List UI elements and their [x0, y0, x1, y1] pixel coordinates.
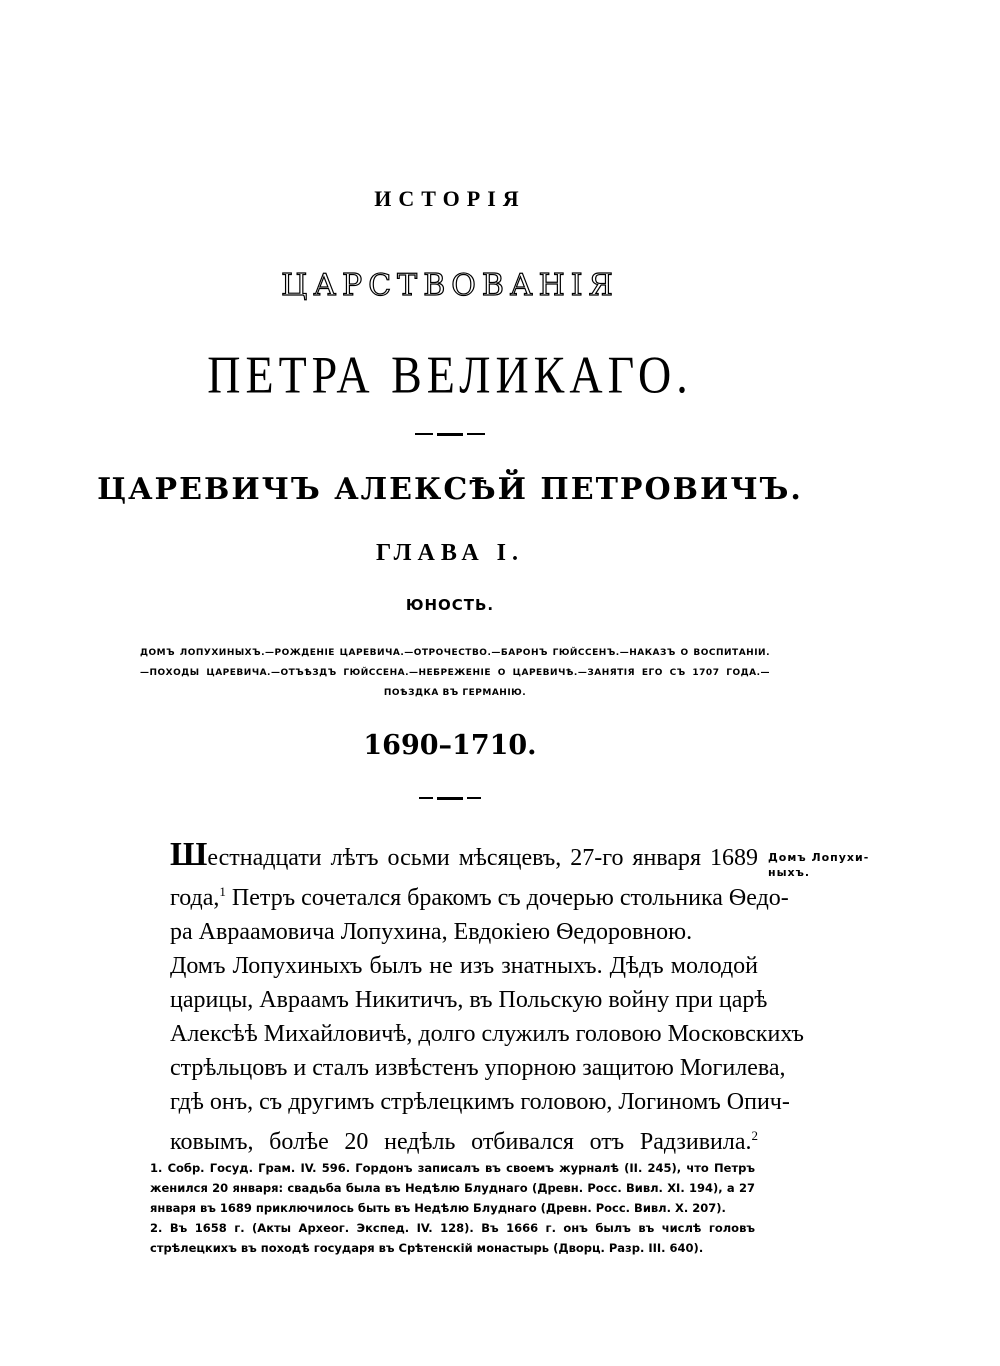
chapter-number: ГЛАВА I.: [375, 540, 525, 566]
text-line: [170, 875, 789, 915]
text-line: ра Авраамовича Лопухина, Евдокіею Ѳедоровною.: [170, 919, 693, 945]
footnote-mark[interactable]: 2: [751, 1128, 758, 1143]
text-fragment: Петръ сочетался бракомъ съ дочерью стольника Ѳедо-: [231, 885, 789, 911]
footnote-mark[interactable]: 1: [219, 884, 226, 899]
text-line: царицы, Авраамъ Никитичъ, въ Польскую войну при царѣ: [170, 987, 768, 1013]
body-text: [170, 836, 804, 1159]
margin-note: Домъ Лопухи-ныхъ.: [768, 851, 870, 879]
footnote-2: 2. Въ 1658 г. (Акты Археог. Экспед. IV. 128). Въ 1666 г. онъ былъ въ числѣ головъ стрѣлецкихъ въ походѣ государя въ Срѣтенскій монастырь (Дворц. Разр. III. 640).: [150, 1221, 755, 1255]
ornamental-divider: [0, 797, 900, 800]
text-line: гдѣ онъ, съ другимъ стрѣлецкимъ головою, Логиномъ Опич-: [170, 1089, 790, 1115]
drop-cap: Ш: [170, 836, 208, 873]
chapter-title: ЮНОСТЬ.: [405, 596, 495, 614]
text-line: [170, 838, 758, 875]
text-line: стрѣльцовъ и сталъ извѣстенъ упорною защитою Могилева,: [170, 1055, 786, 1081]
footnote-1: 1. Собр. Госуд. Грам. IV. 596. Гордонъ записалъ въ своемъ журналѣ (II. 245), что Петръ женился 20 января: свадьба была въ Недѣлю Блуднаго (Древн. Росс. Вивл. XI. 194), а 27 января въ 1689 приключилось быть въ Недѣлю Блуднаго (Древн. Росс. Вивл. X. 207).: [150, 1161, 755, 1215]
text-fragment: ковымъ, болѣе 20 недѣль отбивался отъ Радзивила.: [170, 1129, 752, 1155]
chapter-years: 1690–1710.: [363, 730, 537, 761]
text-fragment: года,: [170, 885, 220, 911]
ornamental-divider: [0, 433, 900, 436]
text-line: Алексѣѣ Михайловичѣ, долго служилъ головою Московскихъ: [170, 1021, 804, 1047]
book-title-line3: ПЕТРА ВЕЛИКАГО.: [207, 345, 693, 404]
footnotes: [150, 1158, 755, 1258]
book-title-line1: ИСТОРІЯ: [374, 186, 526, 211]
text-fragment: естнадцати лѣтъ осьми мѣсяцевъ, 27-го января 1689: [207, 845, 758, 871]
chapter-summary: ДОМЪ ЛОПУХИНЫХЪ.—РОЖДЕНІЕ ЦАРЕВИЧА.—ОТРОЧЕСТВО.—БАРОНЪ ГЮЙССЕНЪ.—НАКАЗЪ О ВОСПИТАНІИ.—ПОХОДЫ ЦАРЕВИЧА.—ОТЪѢЗДЪ ГЮЙССЕНА.—НЕБРЕЖЕНІЕ О ЦАРЕВИЧѢ.—ЗАНЯТІЯ ЕГО СЪ 1707 ГОДА.—ПОѢЗДКА ВЪ ГЕРМАНІЮ.: [140, 648, 770, 698]
text-line: Домъ Лопухиныхъ былъ не изъ знатныхъ. Дѣдъ молодой: [170, 953, 758, 979]
book-title-line2: ЦАРСТВОВАНІЯ: [281, 268, 619, 303]
text-line: [170, 1119, 758, 1159]
part-title: ЦАРЕВИЧЪ АЛЕКСѢЙ ПЕТРОВИЧЪ.: [97, 472, 803, 507]
